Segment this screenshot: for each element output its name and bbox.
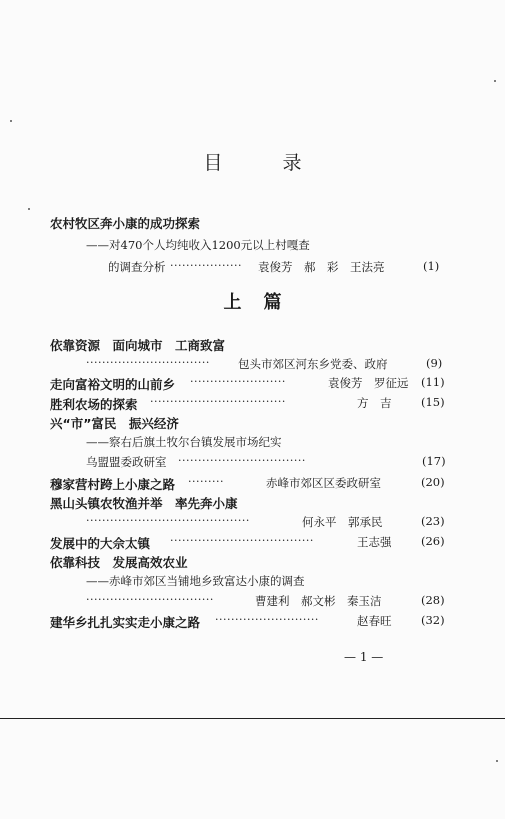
toc-entry-authors: 袁俊芳 罗征远 [328, 376, 409, 390]
toc-entry-title: 建华乡扎扎实实走小康之路 [50, 615, 201, 630]
scan-speck [10, 120, 12, 122]
toc-entry-page: (17) [422, 454, 446, 468]
toc-entry-page: (32) [421, 613, 445, 627]
toc-entry-authors: 乌盟盟委政研室 [86, 455, 167, 469]
toc-entry-subtitle: ——赤峰市郊区当铺地乡致富达小康的调查 [86, 574, 305, 588]
toc-entry-authors: 曹建利 郝文彬 秦玉洁 [255, 594, 382, 608]
toc-entry-title: 穆家营村跨上小康之路 [50, 477, 176, 492]
leader-dots: ································ [178, 454, 306, 467]
scan-speck [496, 760, 498, 762]
toc-entry-page: (23) [421, 514, 445, 528]
leader-dots: ···································· [170, 534, 314, 547]
toc-entry-authors: 王志强 [357, 535, 392, 549]
toc-entry-page: (9) [426, 356, 443, 370]
bottom-rule [0, 718, 505, 719]
toc-entry-authors: 包头市郊区河东乡党委、政府 [238, 357, 388, 371]
toc-entry-page: (1) [423, 259, 440, 273]
leader-dots: ······························· [86, 356, 210, 369]
toc-entry-page: (26) [421, 534, 445, 548]
toc-entry-authors: 何永平 郭承民 [302, 515, 383, 529]
toc-entry-page: (20) [421, 475, 445, 489]
toc-entry-title: 走向富裕文明的山前乡 [50, 377, 176, 392]
toc-entry-authors: 袁俊芳 郝 彩 王法亮 [258, 260, 385, 274]
toc-entry-title: 黑山头镇农牧渔并举 率先奔小康 [50, 496, 238, 511]
leader-dots: ·················· [170, 259, 242, 272]
toc-entry-page: (11) [421, 375, 445, 389]
toc-entry-authors: 赤峰市郊区区委政研室 [266, 476, 381, 490]
toc-entry-subtitle-continued: 的调查分析 [108, 260, 166, 274]
leader-dots: ········································· [86, 514, 250, 527]
leader-dots: ·························· [215, 613, 319, 626]
toc-heading: 目录 [203, 152, 362, 174]
leader-dots: ·································· [150, 395, 286, 408]
toc-entry-page: (15) [421, 395, 445, 409]
page-number: — 1 — [344, 650, 384, 664]
scan-speck [494, 80, 496, 82]
toc-entry-authors: 方 吉 [357, 396, 392, 410]
toc-entry-subtitle: ——对470个人均纯收入1200元以上村嘎查 [86, 238, 310, 252]
leader-dots: ································ [86, 593, 214, 606]
toc-entry-title: 兴“市”富民 振兴经济 [50, 416, 179, 431]
toc-entry-title: 依靠科技 发展高效农业 [50, 555, 188, 570]
toc-entry-subtitle: ——察右后旗土牧尔台镇发展市场纪实 [86, 435, 282, 449]
toc-entry-authors: 赵春旺 [357, 614, 392, 628]
section-title: 上篇 [223, 292, 304, 313]
leader-dots: ························ [190, 375, 286, 388]
toc-entry-title: 依靠资源 面向城市 工商致富 [50, 338, 226, 353]
scan-speck [28, 208, 30, 210]
toc-entry-title: 胜利农场的探索 [50, 397, 138, 412]
leader-dots: ········· [188, 475, 224, 488]
toc-entry-title: 发展中的大佘太镇 [50, 536, 151, 551]
toc-entry-title: 农村牧区奔小康的成功探索 [50, 216, 201, 231]
toc-entry-page: (28) [421, 593, 445, 607]
